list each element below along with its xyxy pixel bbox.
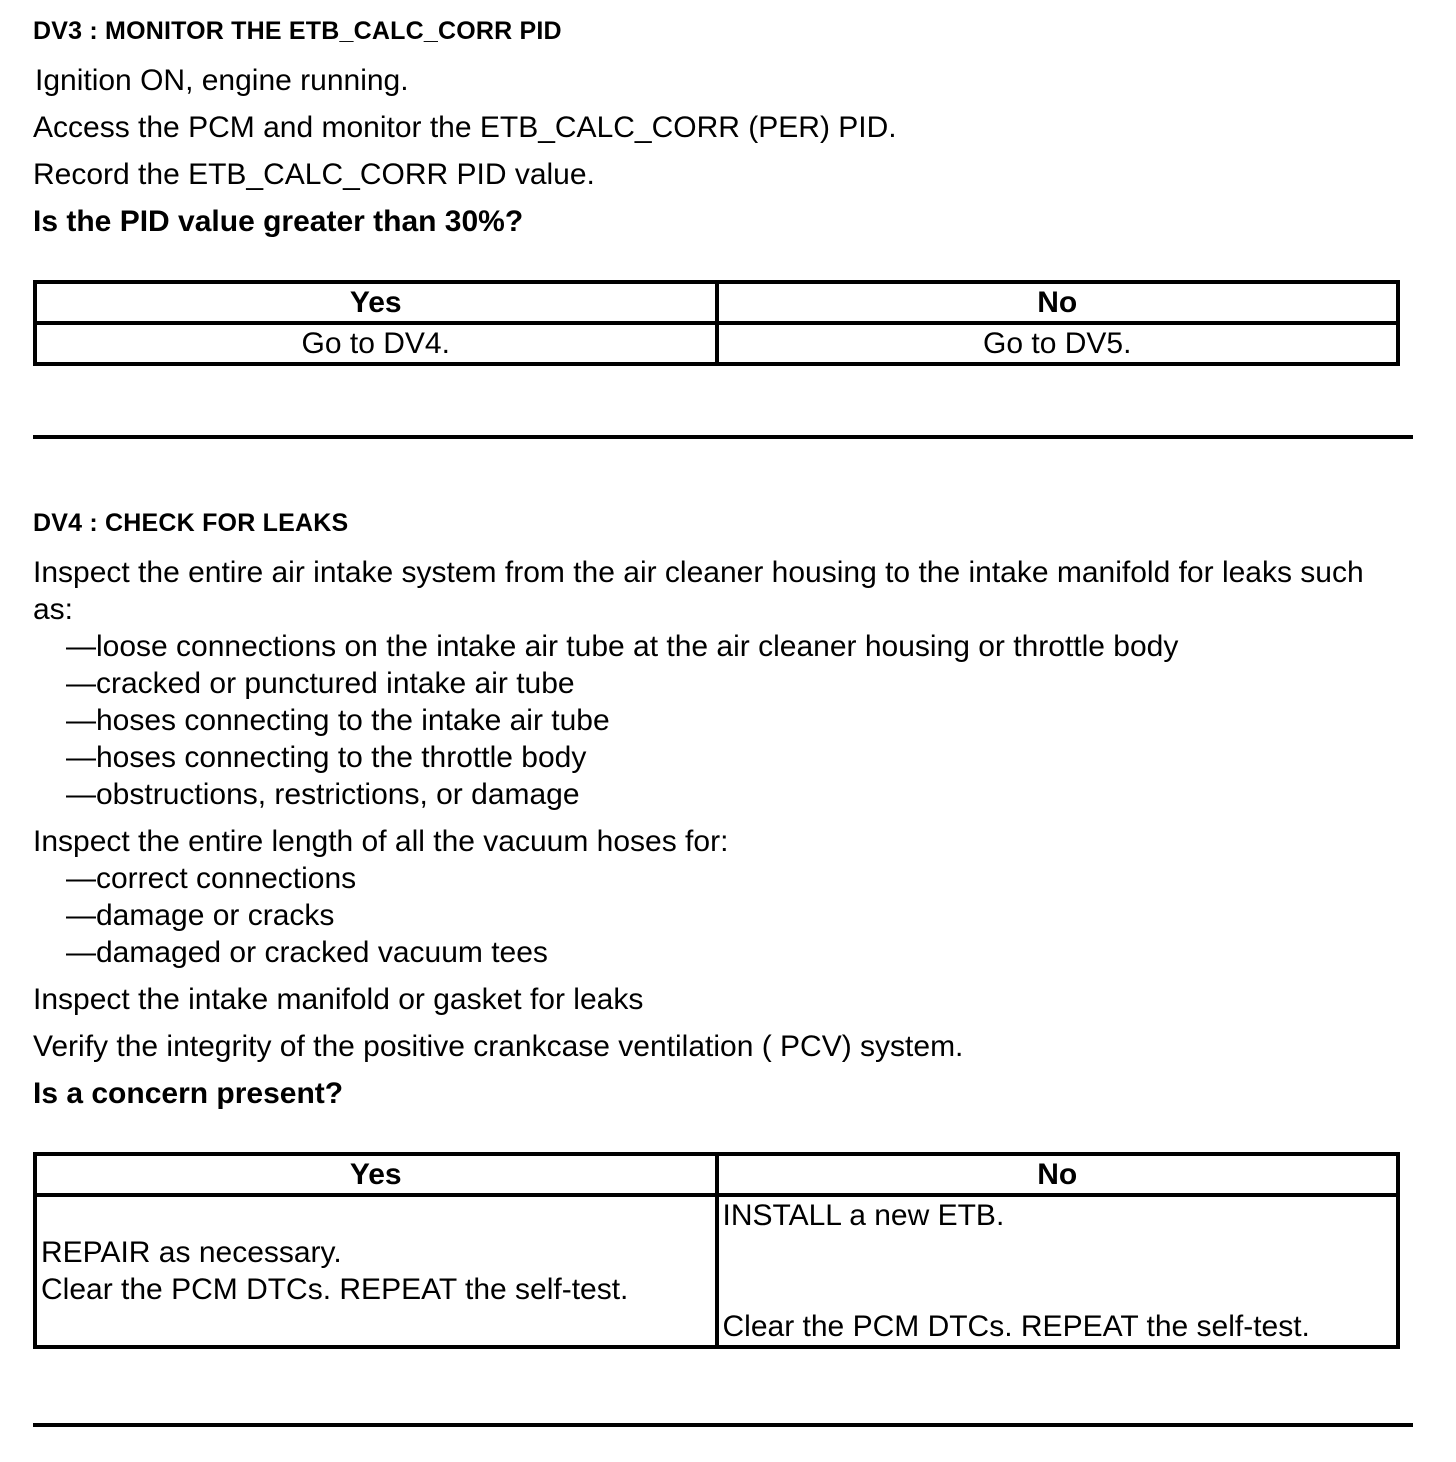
list-item: —damaged or cracked vacuum tees — [66, 936, 548, 969]
instruction-line: Record the ETB_CALC_CORR PID value. — [33, 158, 595, 191]
step-dv4 — [33, 506, 1413, 1349]
yes-action-line: Clear the PCM DTCs. REPEAT the self-test. — [41, 1273, 629, 1306]
instruction-line: Ignition ON, engine running. — [35, 64, 409, 97]
instruction-line: Access the PCM and monitor the ETB_CALC_CORR (PER) PID. — [33, 111, 897, 144]
step-question-dv3: Is the PID value greater than 30%? — [33, 205, 524, 238]
decision-table-dv4 — [33, 1152, 1400, 1349]
section-divider — [33, 1423, 1413, 1427]
instruction-line: Verify the integrity of the positive crankcase ventilation ( PCV) system. — [33, 1030, 964, 1063]
no-action-cell — [717, 1195, 1399, 1347]
list-item: —damage or cracks — [66, 899, 335, 932]
list-item: —loose connections on the intake air tube at the air cleaner housing or throttle body — [66, 630, 1179, 663]
vacuum-intro: Inspect the entire length of all the vacuum hoses for: — [33, 825, 729, 858]
vacuum-checklist — [33, 860, 1413, 971]
yes-action-link[interactable]: Go to DV4. — [35, 323, 717, 364]
yes-action-cell — [35, 1195, 717, 1347]
no-action-line: Clear the PCM DTCs. REPEAT the self-test. — [722, 1310, 1310, 1343]
section-divider — [33, 435, 1413, 439]
step-title-dv4: DV4 : CHECK FOR LEAKS — [33, 509, 349, 537]
no-header: No — [717, 282, 1399, 323]
intake-checklist — [33, 628, 1413, 813]
yes-action-line: REPAIR as necessary. — [41, 1236, 342, 1269]
list-item: —correct connections — [66, 862, 357, 895]
yes-header: Yes — [35, 1154, 717, 1195]
list-item: —hoses connecting to the intake air tube — [66, 704, 610, 737]
no-action-link[interactable]: Go to DV5. — [717, 323, 1399, 364]
step-title-dv3: DV3 : MONITOR THE ETB_CALC_CORR PID — [33, 17, 562, 45]
step-dv3 — [33, 14, 1413, 366]
instruction-line: Inspect the intake manifold or gasket for leaks — [33, 983, 644, 1016]
no-header: No — [717, 1154, 1399, 1195]
no-action-line: INSTALL a new ETB. — [722, 1199, 1005, 1232]
yes-header: Yes — [35, 282, 717, 323]
decision-table-dv3 — [33, 280, 1400, 366]
list-item: —obstructions, restrictions, or damage — [66, 778, 580, 811]
list-item: —hoses connecting to the throttle body — [66, 741, 587, 774]
intake-intro: Inspect the entire air intake system from the air cleaner housing to the intake manifold for leaks such as: — [33, 556, 1364, 626]
step-question-dv4: Is a concern present? — [33, 1077, 344, 1110]
list-item: —cracked or punctured intake air tube — [66, 667, 575, 700]
document-page — [33, 14, 1413, 1343]
